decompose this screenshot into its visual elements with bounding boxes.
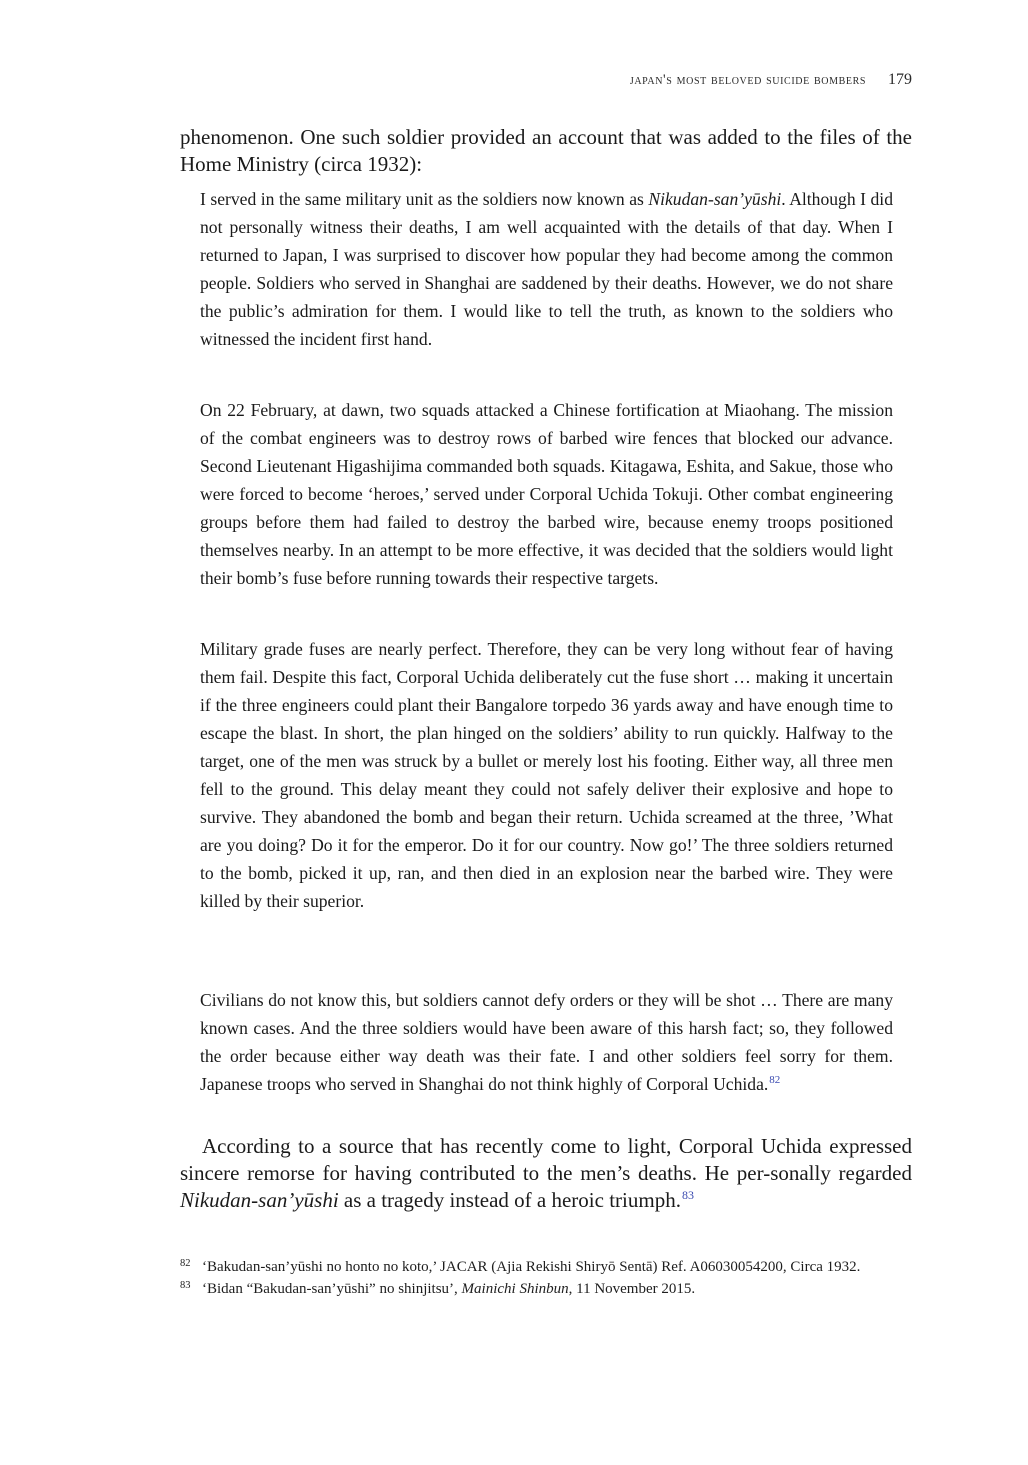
closing-text: as a tragedy instead of a heroic triumph.: [338, 1188, 681, 1212]
footnote-ref-82[interactable]: 82: [769, 1074, 781, 1087]
italic-term: Nikudan-san’yūshi: [180, 1188, 339, 1212]
quote-text: . Although I did not personally witness their deaths, I am well acquainted with the details of that day. When I returned to Japan, I was surprised to discover how popular they had become among the common people. Soldiers who served in Shanghai are saddened by their deaths. However, we do not share the public’s admiration for them. I would like to tell the truth, as known to the soldiers who witnessed the incident first hand.: [200, 189, 893, 349]
footnote-text: , 11 November 2015.: [568, 1281, 696, 1297]
quote-text: Civilians do not know this, but soldiers cannot defy orders or they will be shot … There are many known cases. And the three soldiers would have been aware of this harsh fact; so, they followed the order because either way death was their fate. I and other soldiers feel sorry for them. Japanese troops who served in Shanghai do not think highly of Corporal Uchida.: [200, 990, 893, 1094]
footnote-text: ‘Bidan “Bakudan-san’yūshi” no shinjitsu’,: [202, 1281, 462, 1297]
page-number: 179: [888, 71, 912, 88]
block-quote-paragraph-4: [200, 986, 893, 1098]
block-quote-paragraph-2: On 22 February, at dawn, two squads attacked a Chinese fortification at Miaohang. The mission of the combat engineers was to destroy rows of barbed wire fences that blocked our advance. Second Lieutenant Higashijima commanded both squads. Kitagawa, Eshita, and Sakue, those who were forced to become ‘heroes,’ served under Corporal Uchida Tokuji. Other combat engineering groups before them had failed to destroy the barbed wire, because enemy troops positioned themselves nearby. In an attempt to be more effective, it was decided that the soldiers would light their bomb’s fuse before running towards their respective targets.: [200, 400, 893, 588]
footnote-ref-83[interactable]: 83: [681, 1188, 694, 1202]
footnote-83: [180, 1279, 912, 1299]
footnotes: [180, 1257, 912, 1301]
footnote-82: [180, 1257, 912, 1277]
running-head: [180, 71, 912, 89]
closing-text: According to a source that has recently come to light, Corporal Uchida expressed sincere remorse for having contributed to the men’s deaths. He per-sonally regarded: [180, 1134, 912, 1185]
footnote-text: ‘Bakudan-san’yūshi no honto no koto,’ JACAR (Ajia Rekishi Shiryō Sentā) Ref. A06030054200, Circa 1932.: [202, 1259, 861, 1275]
italic-term: Nikudan-san’yūshi: [648, 189, 782, 209]
quote-text: I served in the same military unit as the soldiers now known as: [200, 189, 649, 209]
footnote-number: 83: [180, 1280, 191, 1291]
block-quote-paragraph-1: [200, 185, 893, 353]
closing-paragraph: [180, 1133, 912, 1214]
footnote-source: Mainichi Shinbun: [461, 1281, 569, 1297]
intro-paragraph: phenomenon. One such soldier provided an account that was added to the files of the Home Ministry (circa 1932):: [180, 125, 912, 176]
block-quote-paragraph-3: Military grade fuses are nearly perfect. Therefore, they can be very long without fear of having them fail. Despite this fact, Corporal Uchida deliberately cut the fuse short … making it uncertain if the three engineers could plant their Bangalore torpedo 36 yards away and have enough time to escape the blast. In short, the plan hinged on the soldiers’ ability to run quickly. Halfway to the target, one of the men was struck by a bullet or merely lost his footing. Either way, all three men fell to the ground. This delay meant they could not safely deliver their explosive and hope to survive. They abandoned the bomb and began their return. Uchida screamed at the three, ’What are you doing? Do it for the emperor. Do it for our country. Now go!’ The three soldiers returned to the bomb, picked it up, ran, and then died in an explosion near the barbed wire. They were killed by their superior.: [200, 639, 893, 911]
running-head-title: japan's most beloved suicide bombers: [629, 72, 866, 88]
footnote-number: 82: [180, 1258, 191, 1269]
